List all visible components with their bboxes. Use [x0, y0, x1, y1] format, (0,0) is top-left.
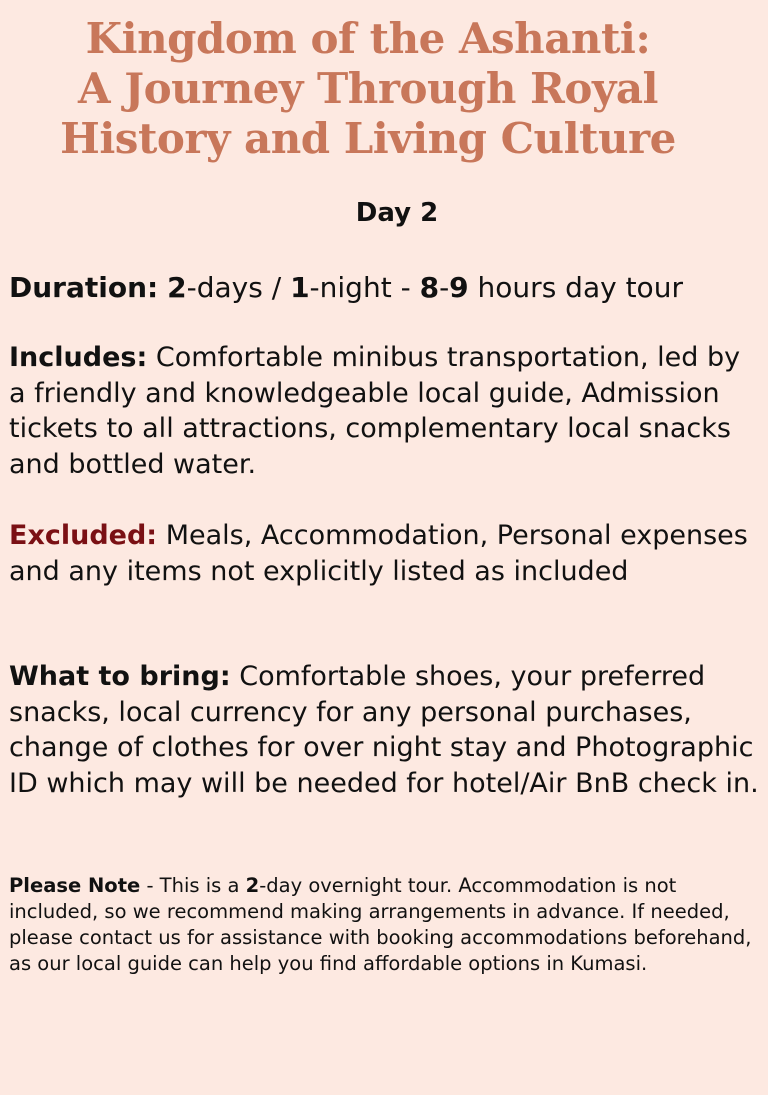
title-line-1: Kingdom of the Ashanti:: [85, 14, 651, 63]
excluded-section: [9, 518, 765, 589]
note-days: 2: [245, 874, 260, 897]
duration-days: 2: [167, 271, 187, 304]
excluded-label: Excluded:: [9, 520, 158, 551]
please-note-section: [9, 873, 761, 977]
duration-nights-text: -night -: [309, 271, 420, 304]
what-to-bring-label: What to bring:: [9, 661, 231, 692]
duration-section: [9, 270, 765, 306]
includes-label: Includes:: [9, 342, 148, 373]
duration-dash: -: [439, 271, 450, 304]
day-heading: Day 2: [355, 198, 439, 228]
title-line-3: History and Living Culture: [60, 114, 676, 163]
what-to-bring-text: Comfortable shoes, your preferred snacks, local currency for any personal purchases, change of clothes for over night stay and Photographic ID which may will be needed for hotel/Air BnB check in.: [9, 661, 759, 799]
excluded-text: Meals, Accommodation, Personal expenses and any items not explicitly listed as included: [9, 520, 748, 587]
note-text-before: - This is a: [140, 874, 246, 897]
duration-label: Duration:: [9, 271, 159, 304]
what-to-bring-section: [9, 659, 765, 801]
page-title: [0, 14, 736, 164]
duration-hours-max: 9: [449, 271, 469, 304]
duration-hours-min: 8: [419, 271, 440, 304]
note-label: Please Note: [9, 874, 141, 897]
note-text-after: -day overnight tour. Accommodation is not included, so we recommend making arrangements in advance. If needed, please contact us for assistance with booking accommodations beforehand, as our local guide can help you find affordable options in Kumasi.: [9, 874, 752, 975]
title-line-2: A Journey Through Royal: [77, 64, 659, 113]
duration-days-text: -days /: [186, 271, 291, 304]
duration-hours-text: hours day tour: [468, 271, 683, 304]
includes-text: Comfortable minibus transportation, led by a friendly and knowledgeable local guide, Admission tickets to all attractions, complementary local snacks and bottled water.: [9, 342, 741, 480]
includes-section: [9, 340, 765, 482]
duration-nights: 1: [290, 271, 310, 304]
